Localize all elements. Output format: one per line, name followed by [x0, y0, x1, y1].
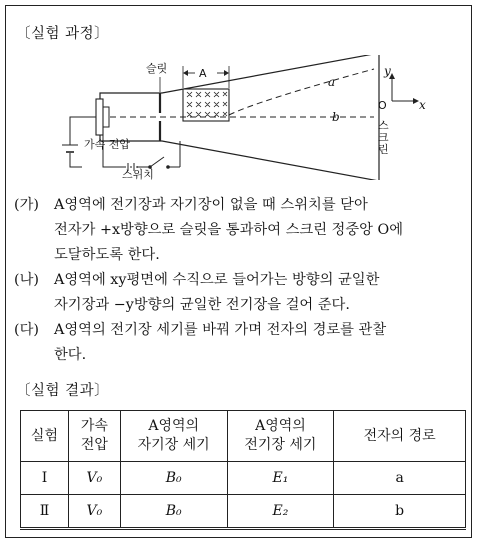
axis-x-label: x [419, 98, 426, 112]
table-row [21, 495, 466, 529]
screen-label-2: 크 [378, 131, 389, 144]
step-line: 도달하도록 한다. [54, 247, 160, 263]
electron-gun [96, 99, 103, 135]
cell-electric: E₁ [227, 462, 334, 495]
cell-voltage: V₀ [68, 495, 120, 529]
switch-lever [150, 157, 164, 167]
table-row [21, 462, 466, 495]
cell-experiment: Ⅱ [21, 495, 69, 529]
table-header-row [21, 411, 466, 462]
apparatus-diagram [22, 55, 442, 180]
cell-path: b [334, 495, 466, 529]
result-title: 〔실험 결과〕 [16, 383, 110, 399]
region-a-label: A [199, 67, 207, 80]
slit-label: 슬릿 [146, 62, 168, 75]
path-a-label: a [328, 75, 336, 89]
cell-path: a [334, 462, 466, 495]
step-mark: (나) [14, 272, 39, 288]
step-line: A영역에 xy평면에 수직으로 들어가는 방향의 균일한 [54, 272, 380, 288]
path-b-label: b [332, 110, 340, 124]
step-mark: (다) [14, 322, 39, 338]
voltage-label: 가속 전압 [84, 138, 131, 151]
step-line: 자기장과 −y방향의 균일한 전기장을 걸어 준다. [54, 297, 350, 313]
cell-magnetic: B₀ [120, 495, 227, 529]
step-line: 전자가 +x방향으로 슬릿을 통과하여 스크린 정중앙 O에 [54, 222, 404, 238]
screen-label-1: 스 [378, 119, 389, 132]
header-voltage: 가속 전압 [68, 411, 120, 462]
step-na [14, 268, 468, 318]
step-line: A영역의 전기장 세기를 바꿔 가며 전자의 경로를 관찰 [54, 322, 387, 338]
path-a [229, 69, 374, 115]
header-electric: A영역의 전기장 세기 [227, 411, 334, 462]
procedure-title: 〔실험 과정〕 [16, 26, 110, 42]
step-line: 한다. [54, 347, 87, 363]
results-table [20, 410, 466, 530]
switch-label: 스위치 [122, 168, 154, 180]
step-mark: (가) [14, 197, 39, 213]
step-da [14, 318, 468, 368]
step-ga [14, 193, 468, 268]
origin-label: O [378, 99, 387, 112]
cell-experiment: Ⅰ [21, 462, 69, 495]
screen-label-3: 린 [378, 143, 389, 156]
procedure-steps [14, 193, 468, 368]
cell-electric: E₂ [227, 495, 334, 529]
header-experiment: 실험 [21, 411, 69, 462]
cell-magnetic: B₀ [120, 462, 227, 495]
step-line: A영역에 전기장과 자기장이 없을 때 스위치를 닫아 [54, 197, 368, 213]
header-magnetic: A영역의 자기장 세기 [120, 411, 227, 462]
cell-voltage: V₀ [68, 462, 120, 495]
header-path: 전자의 경로 [334, 411, 466, 462]
axis-y-label: y [384, 64, 391, 78]
